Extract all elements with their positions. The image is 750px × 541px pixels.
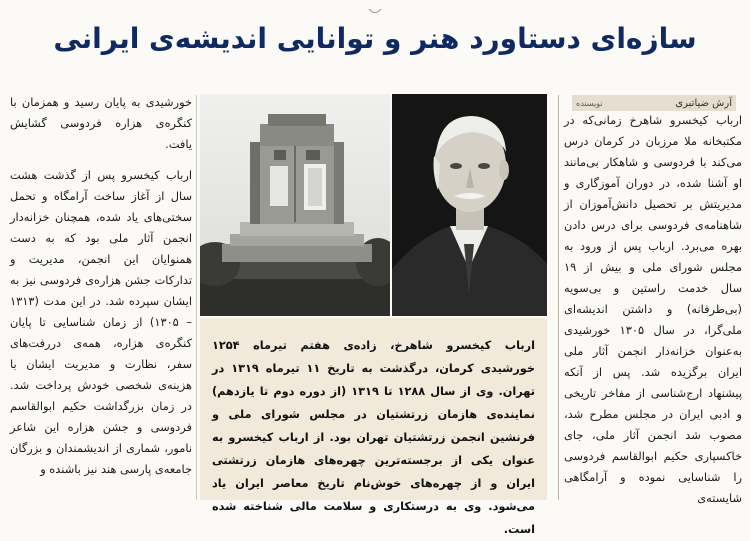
author-name: آرش ضیاتبری bbox=[675, 97, 732, 109]
paragraph: ارباب کیخسرو پس از گذشت هشت سال از آغاز ساخت آرامگاه و تحمل سختی‌های یاد شده، همچنان خزانه‌دار انجمن آثار ملی بود که به دست همنوایان این انجمن، مدیریت و تدارکات جشن هزاره‌ی فردوسی نیز به ایشان سپرده شد. در این مدت (۱۳۱۳ – ۱۳۰۵) از زمان شناسایی تا پایان کنگره‌ی هزاره، همه‌ی دررفت‌های سفر، نظارت و مدیریت ایشان با هزینه‌ی شخصی خودش پرداخت شد. در زمان بزرگداشت حکیم ابوالقاسم فردوسی و جشن هزاره این شاعر نامور، شماری از اندیشمندان و بزرگان جامعه‌ی پارسی هند نیز باشنده و bbox=[10, 168, 192, 476]
article-column-left bbox=[10, 92, 192, 480]
byline-label: نویسنده bbox=[576, 98, 603, 108]
article-column-right bbox=[564, 110, 742, 509]
paragraph: خورشیدی به پایان رسید و همزمان با کنگره‌ی هزاره فردوسی گشایش یافت. bbox=[10, 95, 192, 151]
byline bbox=[572, 95, 736, 111]
article-headline: سازه‌ای دستاورد هنر و توانایی اندیشه‌ی ایرانی bbox=[53, 22, 697, 55]
top-arc-mark bbox=[368, 0, 382, 6]
column-divider-right bbox=[558, 95, 559, 500]
photo-caption: ارباب کیخسرو شاهرخ، زاده‌ی هفتم تیرماه ۱۲۵۴ خورشیدی کرمان، درگذشت به تاریخ ۱۱ تیرماه ۱۳۱۹ در تهران. وی از سال ۱۲۸۸ تا ۱۳۱۹ (از دوره دوم تا یازدهم) نماینده‌ی هازمان زرتشتیان در مجلس شورای ملی و فرنشین انجمن زرتشتیان تهران بود. از ارباب کیخسرو به عنوان یکی از برجسته‌ترین چهره‌های هازمان زرتشتی ایران و از چهره‌های خوش‌نام تاریخ معاصر ایران یاد می‌شود. وی به درستکاری و سلامت مالی شناخته شده است. bbox=[200, 318, 547, 500]
column-divider-left bbox=[196, 95, 197, 500]
paragraph: ارباب کیخسرو شاهرخ زمانی‌که در مکتبخانه ملا مرزبان در کرمان درس می‌کند با فردوسی و شاهکار بی‌مانند او آشنا شده، در دوران آموزگاری و مدیریتش بر تحصیل دانش‌آموزان از شاهنامه‌ی فردوسی برای درس دادن بهره می‌برد. ارباب پس از ورود به مجلس شورای ملی و بیش از ۱۹ سال خدمت راستین و بی‌سویه (بی‌طرفانه) و داشتن اندیشه‌ای ملی‌گرا، در سال ۱۳۰۵ خورشیدی به‌عنوان خزانه‌دار انجمن آثار ملی ایران برگزیده شد. پس از آنکه پیشنهاد ارج‌شناسی از مفاخر تاریخی و ادبی ایران در مجلس مطرح شد، مصوب شد انجمن آثار ملی، جای خاکسپاری حکیم ابوالقاسم فردوسی را شناسایی نموده و آرامگاهی شایسته‌ی bbox=[564, 113, 742, 505]
portrait-photo bbox=[392, 94, 547, 316]
monument-photo bbox=[200, 94, 390, 316]
